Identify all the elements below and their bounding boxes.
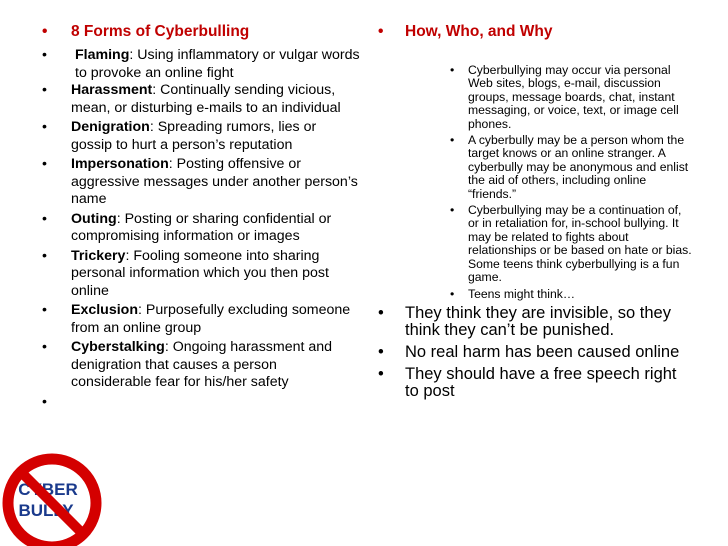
list-item-flaming: [0, 47, 360, 82]
term-denigration: Denigration: [71, 119, 150, 135]
bullet: •: [42, 119, 47, 135]
list-item-denigration: [0, 119, 360, 154]
list-item-impersonation: [0, 156, 360, 209]
sub-item-text: Teens might think…: [468, 286, 576, 301]
list-item-empty: [0, 394, 360, 412]
sub-item-text: Cyberbullying may be a continuation of, or in retaliation for, in-school bullying. It may be related to fights about relationships or be based on hate or bias. Some teens think cyberbullying is a fun game.: [468, 203, 692, 285]
bullet: •: [450, 63, 455, 77]
reason-text: They think they are invisible, so they think they can’t be punished.: [405, 303, 671, 339]
sub-item-text: A cyberbully may be a person whom the target knows or an online stranger. A cyberbully may be anonymous and enlist the aid of others, including online “friends.”: [468, 133, 689, 201]
logo-text-bully: BULLY: [18, 501, 74, 520]
desc-flaming: : Using inflammatory or vulgar words to provoke an online fight: [75, 47, 360, 81]
bullet: •: [378, 364, 384, 383]
reason-free-speech: [364, 366, 694, 400]
term-impersonation: Impersonation: [71, 156, 169, 172]
right-heading-text: How, Who, and Why: [405, 23, 553, 40]
desc-outing: : Posting or sharing confidential or compromising information or images: [71, 210, 332, 244]
bullet: •: [378, 342, 384, 361]
bullet: •: [42, 82, 47, 98]
bullet: •: [42, 210, 47, 227]
right-heading: [364, 23, 728, 40]
sub-item-where: [364, 64, 694, 131]
bullet: •: [42, 302, 47, 318]
term-harassment: Harassment: [71, 82, 153, 98]
bullet: •: [450, 203, 455, 218]
list-item-harassment: [0, 82, 360, 117]
desc-impersonation: : Posting offensive or aggressive messages under another person’s name: [71, 156, 358, 207]
term-trickery: Trickery: [71, 247, 126, 264]
logo-text-cyber: CYBER: [18, 480, 78, 499]
reason-no-harm: [364, 344, 694, 361]
bullet: •: [450, 133, 455, 148]
sub-item-why: [364, 204, 694, 284]
left-heading-text: 8 Forms of Cyberbulling: [71, 23, 250, 40]
reason-invisible: [364, 305, 694, 339]
left-heading: [0, 23, 360, 40]
bullet: •: [450, 286, 455, 301]
list-item-exclusion: [0, 302, 360, 337]
sub-item-text: Cyberbullying may occur via personal Web sites, blogs, e-mail, discussion groups, message boards, chat, instant messaging, or voice, text, or image cell phones.: [468, 63, 679, 131]
no-cyberbully-logo: [0, 443, 104, 546]
term-outing: Outing: [71, 210, 117, 227]
term-cyberstalking: Cyberstalking: [71, 339, 165, 355]
list-item-cyberstalking: [0, 339, 360, 392]
desc-trickery: : Fooling someone into sharing personal information which you then post online: [71, 247, 329, 299]
desc-cyberstalking: : Ongoing harassment and denigration that causes a person considerable fear for his/her safety: [71, 339, 333, 390]
bullet: •: [42, 393, 47, 410]
reason-text: They should have a free speech right to post: [405, 364, 677, 400]
bullet: •: [42, 156, 47, 172]
term-flaming: Flaming: [75, 47, 130, 63]
bullet: •: [42, 339, 47, 355]
desc-exclusion: : Purposefully excluding someone from an online group: [71, 302, 351, 336]
bullet: •: [42, 247, 47, 264]
sub-item-who: [364, 134, 694, 201]
list-item-outing: [0, 211, 360, 246]
left-column: [0, 0, 360, 412]
term-exclusion: Exclusion: [71, 302, 139, 318]
bullet: •: [42, 47, 47, 63]
list-item-trickery: [0, 248, 360, 301]
bullet: •: [378, 23, 384, 40]
desc-harassment: : Continually sending vicious, mean, or disturbing e-mails to an individual: [71, 82, 341, 116]
desc-denigration: : Spreading rumors, lies or gossip to hurt a person’s reputation: [71, 119, 317, 153]
bullet: •: [42, 23, 48, 40]
reason-text: No real harm has been caused online: [405, 342, 680, 361]
bullet: •: [378, 303, 384, 322]
right-column: [364, 0, 728, 400]
sub-item-teens: [364, 288, 694, 301]
